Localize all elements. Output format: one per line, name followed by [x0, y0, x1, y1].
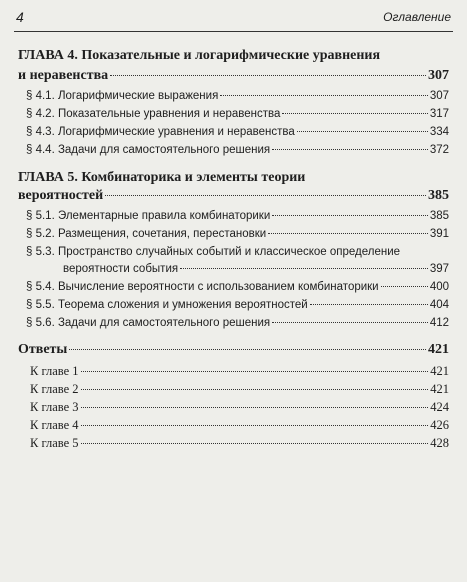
- toc-entry-label: § 4.4. Задачи для самостоятельного решения: [26, 144, 271, 156]
- toc-entry-4-4: [26, 144, 449, 156]
- dot-leader: [272, 215, 428, 216]
- toc-entry-5-3-line1: § 5.3. Пространство случайных событий и классическое определение: [26, 246, 401, 258]
- toc-entry-page: 426: [430, 418, 449, 432]
- toc-entry-page: 404: [429, 299, 449, 311]
- toc-entry-page: 400: [429, 281, 449, 293]
- page-number: 4: [16, 9, 24, 25]
- header-rule: [14, 31, 453, 32]
- toc-entry-label: К главе 4: [30, 418, 79, 432]
- toc-entry-page: 391: [429, 228, 449, 240]
- running-header: [0, 4, 467, 32]
- toc-entry-label: § 5.2. Размещения, сочетания, перестановки: [26, 228, 267, 240]
- dot-leader: [381, 286, 428, 287]
- answers-page: 421: [428, 342, 449, 357]
- toc-entry-label: § 5.5. Теорема сложения и умножения вероятностей: [26, 299, 308, 311]
- toc-entry-label: К главе 2: [30, 382, 79, 396]
- toc-entry-page: 421: [430, 382, 449, 396]
- toc-entry-label: К главе 1: [30, 364, 79, 378]
- answers-entry-3: [30, 400, 449, 415]
- toc-entry-label: К главе 3: [30, 400, 79, 414]
- chapter-5-title-line2: вероятностей: [18, 188, 104, 203]
- toc-entry-page: 317: [429, 108, 449, 120]
- dot-leader: [81, 371, 429, 372]
- toc-entry-label: К главе 5: [30, 436, 79, 450]
- toc-entry-page: 307: [429, 90, 449, 102]
- toc-entry-4-3: [26, 126, 449, 138]
- chapter-5-title-line1: ГЛАВА 5. Комбинаторика и элементы теории: [18, 170, 306, 185]
- toc-entry-page: 372: [429, 144, 449, 156]
- dot-leader: [81, 407, 429, 408]
- chapter-4-page: 307: [428, 68, 449, 83]
- toc-entry-label: § 4.2. Показательные уравнения и неравенства: [26, 108, 281, 120]
- toc-entry-page: 334: [429, 126, 449, 138]
- answers-entry-4: [30, 418, 449, 433]
- chapter-5-page: 385: [428, 188, 449, 203]
- toc-entry-label: § 5.1. Элементарные правила комбинаторики: [26, 210, 271, 222]
- toc-entry-page: 428: [430, 436, 449, 450]
- toc-entry-page: 421: [430, 364, 449, 378]
- dot-leader: [81, 389, 429, 390]
- toc-entry-5-4: [26, 281, 449, 293]
- dot-leader: [105, 195, 426, 196]
- toc-entry-label: § 5.4. Вычисление вероятности с использованием комбинаторики: [26, 281, 379, 293]
- toc-entry-4-1: [26, 90, 449, 102]
- dot-leader: [272, 149, 428, 150]
- dot-leader: [81, 425, 429, 426]
- toc-entry-label: § 5.6. Задачи для самостоятельного решения: [26, 317, 271, 329]
- toc-entry-5-3: [63, 263, 449, 275]
- toc-entry-4-2: [26, 108, 449, 120]
- dot-leader: [310, 304, 428, 305]
- answers-entry-2: [30, 382, 449, 397]
- toc-entry-label: § 4.1. Логарифмические выражения: [26, 90, 219, 102]
- toc-entry-label: § 4.3. Логарифмические уравнения и неравенства: [26, 126, 295, 138]
- chapter-4-title-line1: ГЛАВА 4. Показательные и логарифмические уравнения: [18, 48, 381, 63]
- dot-leader: [81, 443, 429, 444]
- dot-leader: [180, 268, 428, 269]
- toc-entry-label: вероятности события: [63, 263, 179, 275]
- toc-entry-5-1: [26, 210, 449, 222]
- answers-title: Ответы: [18, 342, 68, 357]
- chapter-5-entry: [18, 188, 449, 204]
- toc-entry-5-2: [26, 228, 449, 240]
- chapter-4-entry: [18, 68, 449, 84]
- answers-entry: [18, 342, 449, 358]
- chapter-4-title-line2: и неравенства: [18, 68, 109, 83]
- toc-entry-5-6: [26, 317, 449, 329]
- dot-leader: [272, 322, 428, 323]
- answers-entry-1: [30, 364, 449, 379]
- dot-leader: [220, 95, 428, 96]
- dot-leader: [282, 113, 427, 114]
- dot-leader: [297, 131, 428, 132]
- toc-entry-5-5: [26, 299, 449, 311]
- toc-entry-page: 424: [430, 400, 449, 414]
- dot-leader: [69, 349, 426, 350]
- dot-leader: [268, 233, 428, 234]
- toc-entry-page: 397: [429, 263, 449, 275]
- running-header-title: Оглавление: [383, 10, 451, 24]
- answers-entry-5: [30, 436, 449, 451]
- toc-entry-page: 385: [429, 210, 449, 222]
- toc-entry-page: 412: [429, 317, 449, 329]
- dot-leader: [110, 75, 426, 76]
